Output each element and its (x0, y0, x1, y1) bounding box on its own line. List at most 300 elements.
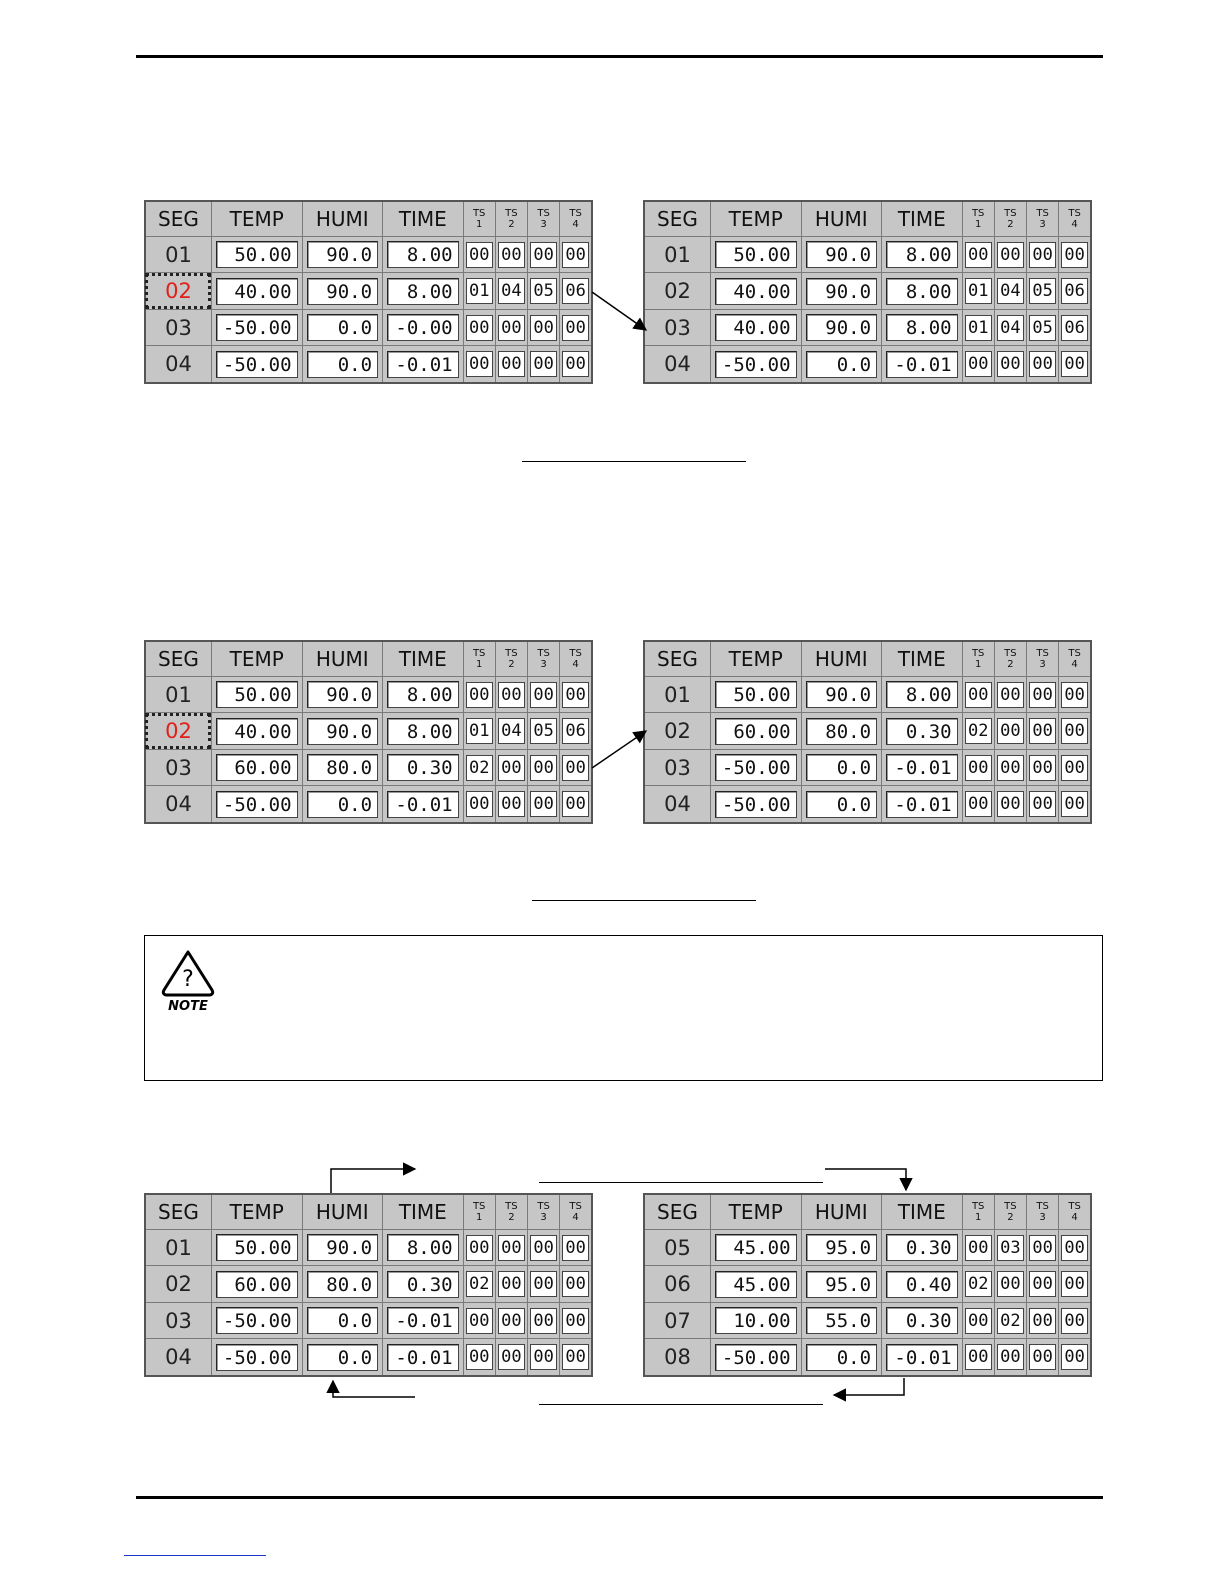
ts3-field[interactable]: 00 (530, 1235, 557, 1261)
ts1-field[interactable]: 01 (965, 278, 992, 304)
ts1-field[interactable]: 02 (466, 1271, 493, 1297)
time-field[interactable]: -0.01 (886, 791, 958, 818)
ts1-field[interactable]: 00 (466, 351, 493, 377)
page-prev-arrow (834, 1378, 904, 1395)
temp-field[interactable]: -50.00 (715, 1344, 797, 1371)
ts-header-label: TS (1004, 1201, 1017, 1212)
temp-field[interactable]: 45.00 (715, 1271, 797, 1298)
time-field[interactable]: 0.30 (886, 718, 958, 745)
ts3-field[interactable]: 00 (530, 315, 557, 341)
time-field[interactable]: 0.30 (387, 1271, 459, 1298)
time-field[interactable]: 8.00 (387, 681, 459, 708)
temp-field[interactable]: 60.00 (216, 754, 298, 781)
ts-header-number: 1 (476, 219, 483, 230)
humi-field[interactable]: 55.0 (806, 1307, 878, 1334)
ts2-field[interactable]: 00 (997, 1344, 1024, 1370)
ts-cell (560, 786, 592, 823)
ts2-field[interactable]: 02 (997, 1308, 1024, 1334)
ts-cell (994, 1339, 1026, 1376)
ts-cell (560, 309, 592, 345)
ts4-field[interactable]: 06 (562, 718, 589, 744)
ts-cell (463, 309, 495, 345)
header-humi: HUMI (801, 1194, 882, 1230)
insert-arrow (592, 292, 646, 330)
time-field[interactable]: 8.00 (387, 1234, 459, 1261)
time-field[interactable]: 8.00 (886, 681, 958, 708)
ts1-field[interactable]: 02 (466, 755, 493, 781)
ts1-field[interactable]: 01 (965, 315, 992, 341)
humi-field[interactable]: 90.0 (307, 1234, 379, 1261)
segment-table (643, 200, 1092, 384)
ts-header-label: TS (537, 1201, 550, 1212)
temp-field[interactable]: 45.00 (715, 1234, 797, 1261)
segment-number[interactable]: 04 (644, 346, 710, 383)
temp-cell (211, 1230, 302, 1266)
ts-cell (1059, 786, 1091, 823)
ts4-field[interactable]: 00 (1061, 718, 1088, 744)
ts4-field[interactable]: 00 (562, 315, 589, 341)
ts-cell (994, 237, 1026, 273)
temp-field[interactable]: 50.00 (715, 681, 797, 708)
ts3-field[interactable]: 00 (1029, 1344, 1056, 1370)
ts2-field[interactable]: 00 (498, 682, 525, 708)
segment-number[interactable]: 01 (644, 677, 710, 713)
humi-field[interactable]: 80.0 (806, 718, 878, 745)
time-field[interactable]: 8.00 (387, 278, 459, 305)
time-field[interactable]: 8.00 (886, 314, 958, 341)
ts4-field[interactable]: 00 (562, 755, 589, 781)
segment-number[interactable]: 01 (145, 1230, 211, 1266)
segment-number[interactable]: 03 (145, 749, 211, 785)
ts1-field[interactable]: 00 (466, 682, 493, 708)
humi-field[interactable]: 90.0 (307, 241, 379, 268)
ts-cell (962, 677, 994, 713)
temp-field[interactable]: -50.00 (715, 754, 797, 781)
ts-cell (495, 786, 527, 823)
page-prev-arrow (333, 1381, 415, 1397)
ts2-field[interactable]: 04 (498, 278, 525, 304)
humi-field[interactable]: 0.0 (806, 1344, 878, 1371)
ts-cell (1059, 1266, 1091, 1302)
ts1-field[interactable]: 00 (466, 315, 493, 341)
ts-cell (560, 677, 592, 713)
segment-number[interactable]: 05 (644, 1230, 710, 1266)
segment-number[interactable]: 02 (644, 713, 710, 749)
ts1-field[interactable]: 00 (466, 1308, 493, 1334)
ts-cell (495, 1339, 527, 1376)
ts2-field[interactable]: 04 (997, 278, 1024, 304)
ts-header-label: TS (1004, 208, 1017, 219)
segment-number[interactable]: 03 (644, 749, 710, 785)
ts-cell (528, 1230, 560, 1266)
segment-number[interactable]: 01 (145, 237, 211, 273)
humi-cell (302, 786, 383, 823)
segment-number[interactable]: 02 (644, 273, 710, 309)
ts1-field[interactable]: 00 (965, 1235, 992, 1261)
ts3-field[interactable]: 00 (1029, 682, 1056, 708)
ts4-field[interactable]: 00 (1061, 682, 1088, 708)
ts4-field[interactable]: 00 (562, 1344, 589, 1370)
humi-cell (801, 1230, 882, 1266)
time-field[interactable]: 8.00 (387, 241, 459, 268)
segment-number[interactable]: 03 (644, 309, 710, 345)
temp-field[interactable]: 50.00 (216, 681, 298, 708)
time-field[interactable]: 0.30 (886, 1307, 958, 1334)
ts3-field[interactable]: 05 (1029, 315, 1056, 341)
ts-header-number: 2 (1007, 1212, 1014, 1223)
temp-field[interactable]: 40.00 (216, 278, 298, 305)
ts1-field[interactable]: 01 (466, 718, 493, 744)
ts2-field[interactable]: 00 (997, 755, 1024, 781)
ts4-field[interactable]: 00 (562, 242, 589, 268)
ts-cell (1059, 1230, 1091, 1266)
ts2-field[interactable]: 00 (498, 1271, 525, 1297)
header-ts1 (463, 641, 495, 677)
ts1-field[interactable]: 00 (965, 351, 992, 377)
ts3-field[interactable]: 00 (530, 351, 557, 377)
time-cell (882, 677, 963, 713)
temp-field[interactable]: -50.00 (715, 351, 797, 378)
ts1-field[interactable]: 00 (965, 1344, 992, 1370)
ts2-field[interactable]: 00 (997, 351, 1024, 377)
time-field[interactable]: -0.00 (387, 314, 459, 341)
ts-cell (495, 309, 527, 345)
ts3-field[interactable]: 00 (1029, 1271, 1056, 1297)
humi-field[interactable]: 90.0 (806, 681, 878, 708)
note-symbol: ? (182, 967, 194, 992)
humi-field[interactable]: 0.0 (806, 791, 878, 818)
ts4-field[interactable]: 00 (562, 791, 589, 817)
temp-field[interactable]: 50.00 (216, 241, 298, 268)
temp-field[interactable]: 50.00 (715, 241, 797, 268)
segment-number[interactable]: 02 (145, 713, 211, 749)
ts2-field[interactable]: 00 (997, 718, 1024, 744)
ts3-field[interactable]: 05 (1029, 278, 1056, 304)
header-rule (136, 55, 1103, 58)
segment-number[interactable]: 06 (644, 1266, 710, 1302)
ts-header-number: 4 (1071, 219, 1078, 230)
temp-cell (211, 786, 302, 823)
ts3-field[interactable]: 00 (530, 1271, 557, 1297)
ts-cell (1059, 346, 1091, 383)
segment-number[interactable]: 01 (644, 237, 710, 273)
ts-cell (560, 749, 592, 785)
temp-field[interactable]: -50.00 (715, 791, 797, 818)
temp-field[interactable]: 60.00 (715, 718, 797, 745)
ts4-field[interactable]: 00 (1061, 242, 1088, 268)
ts-cell (962, 713, 994, 749)
segment-number[interactable]: 04 (145, 1339, 211, 1376)
ts3-field[interactable]: 00 (1029, 1308, 1056, 1334)
ts1-field[interactable]: 00 (466, 791, 493, 817)
ts4-field[interactable]: 00 (1061, 1308, 1088, 1334)
ts-header-label: TS (569, 208, 582, 219)
table-row (145, 1339, 592, 1376)
ts-cell (1027, 1339, 1059, 1376)
temp-field[interactable]: 40.00 (715, 314, 797, 341)
temp-field[interactable]: -50.00 (216, 791, 298, 818)
ts1-field[interactable]: 00 (965, 755, 992, 781)
ts-cell (1027, 786, 1059, 823)
ts1-field[interactable]: 00 (965, 682, 992, 708)
ts-cell (463, 786, 495, 823)
header-seg: SEG (145, 641, 211, 677)
humi-field[interactable]: 90.0 (806, 278, 878, 305)
humi-field[interactable]: 0.0 (307, 351, 379, 378)
ts2-field[interactable]: 00 (997, 1271, 1024, 1297)
time-field[interactable]: 8.00 (886, 241, 958, 268)
ts-header-number: 3 (540, 1212, 547, 1223)
ts3-field[interactable]: 00 (530, 1344, 557, 1370)
note-warning-icon (159, 948, 217, 1018)
ts3-field[interactable]: 00 (530, 682, 557, 708)
ts-header-number: 1 (975, 659, 982, 670)
header-ts2 (994, 641, 1026, 677)
humi-cell (302, 677, 383, 713)
segment-number[interactable]: 02 (145, 273, 211, 309)
ts4-field[interactable]: 00 (1061, 755, 1088, 781)
ts3-field[interactable]: 00 (530, 1308, 557, 1334)
segment-number[interactable]: 04 (145, 346, 211, 383)
time-field[interactable]: 0.40 (886, 1271, 958, 1298)
temp-field[interactable]: 40.00 (715, 278, 797, 305)
segment-number[interactable]: 02 (145, 1266, 211, 1302)
ts4-field[interactable]: 00 (562, 1235, 589, 1261)
ts3-field[interactable]: 00 (1029, 351, 1056, 377)
ts4-field[interactable]: 06 (1061, 278, 1088, 304)
caption-underline (522, 461, 746, 462)
ts1-field[interactable]: 00 (965, 1308, 992, 1334)
ts-cell (994, 1266, 1026, 1302)
ts-header-number: 4 (572, 1212, 579, 1223)
humi-field[interactable]: 95.0 (806, 1271, 878, 1298)
ts1-field[interactable]: 00 (466, 1235, 493, 1261)
temp-field[interactable]: 50.00 (216, 1234, 298, 1261)
ts3-field[interactable]: 00 (530, 755, 557, 781)
ts-cell (495, 713, 527, 749)
humi-field[interactable]: 0.0 (307, 791, 379, 818)
header-ts4 (560, 641, 592, 677)
segment-number[interactable]: 07 (644, 1302, 710, 1338)
time-field[interactable]: -0.01 (387, 791, 459, 818)
ts4-field[interactable]: 00 (562, 351, 589, 377)
ts1-field[interactable]: 02 (965, 718, 992, 744)
humi-field[interactable]: 80.0 (307, 754, 379, 781)
ts3-field[interactable]: 00 (1029, 791, 1056, 817)
segment-number[interactable]: 04 (145, 786, 211, 823)
ts2-field[interactable]: 04 (498, 718, 525, 744)
humi-field[interactable]: 90.0 (806, 314, 878, 341)
header-ts2 (495, 641, 527, 677)
ts2-field[interactable]: 00 (498, 351, 525, 377)
time-field[interactable]: -0.01 (886, 1344, 958, 1371)
ts3-field[interactable]: 00 (1029, 755, 1056, 781)
humi-field[interactable]: 90.0 (307, 681, 379, 708)
time-cell (882, 273, 963, 309)
ts-header-label: TS (1068, 1201, 1081, 1212)
ts-header-label: TS (971, 648, 985, 659)
segment-number[interactable]: 04 (644, 786, 710, 823)
humi-field[interactable]: 80.0 (307, 1271, 379, 1298)
ts-header-label: TS (1036, 1201, 1049, 1212)
ts4-field[interactable]: 00 (562, 1271, 589, 1297)
caption-underline (539, 1404, 823, 1405)
ts-header-label: TS (505, 648, 518, 659)
ts3-field[interactable]: 00 (1029, 242, 1056, 268)
humi-field[interactable]: 90.0 (307, 718, 379, 745)
temp-field[interactable]: -50.00 (216, 351, 298, 378)
ts2-field[interactable]: 00 (498, 1235, 525, 1261)
segment-number[interactable]: 01 (145, 677, 211, 713)
ts-header-number: 2 (1007, 219, 1014, 230)
humi-cell (302, 1230, 383, 1266)
humi-cell (801, 1302, 882, 1338)
ts4-field[interactable]: 00 (1061, 1271, 1088, 1297)
caption-underline (532, 900, 756, 901)
ts-header-label: TS (1004, 648, 1017, 659)
header-ts4 (1059, 1194, 1091, 1230)
time-field[interactable]: -0.01 (387, 1344, 459, 1371)
ts2-field[interactable]: 04 (997, 315, 1024, 341)
ts1-field[interactable]: 00 (965, 791, 992, 817)
humi-field[interactable]: 0.0 (806, 754, 878, 781)
temp-field[interactable]: 40.00 (216, 718, 298, 745)
ts4-field[interactable]: 06 (1061, 315, 1088, 341)
table-header-row (644, 1194, 1091, 1230)
temp-field[interactable]: -50.00 (216, 1307, 298, 1334)
time-cell (383, 749, 464, 785)
ts3-field[interactable]: 05 (530, 718, 557, 744)
ts-cell (1059, 1339, 1091, 1376)
humi-field[interactable]: 0.0 (307, 1307, 379, 1334)
ts2-field[interactable]: 00 (997, 791, 1024, 817)
time-field[interactable]: -0.01 (387, 351, 459, 378)
table-row (644, 749, 1091, 785)
ts2-field[interactable]: 03 (997, 1235, 1024, 1261)
ts4-field[interactable]: 06 (562, 278, 589, 304)
ts-cell (495, 749, 527, 785)
ts-cell (463, 346, 495, 383)
ts3-field[interactable]: 00 (1029, 1235, 1056, 1261)
ts2-field[interactable]: 00 (498, 1344, 525, 1370)
humi-cell (302, 1302, 383, 1338)
ts2-field[interactable]: 00 (498, 755, 525, 781)
ts1-field[interactable]: 00 (466, 242, 493, 268)
ts4-field[interactable]: 00 (1061, 1344, 1088, 1370)
ts4-field[interactable]: 00 (1061, 1235, 1088, 1261)
time-cell (882, 1302, 963, 1338)
header-temp: TEMP (211, 1194, 302, 1230)
ts-header-label: TS (505, 208, 518, 219)
segment-number[interactable]: 03 (145, 309, 211, 345)
ts-cell (1059, 237, 1091, 273)
header-ts3 (528, 201, 560, 237)
ts2-field[interactable]: 00 (997, 242, 1024, 268)
ts-cell (560, 346, 592, 383)
ts-cell (560, 1266, 592, 1302)
humi-field[interactable]: 95.0 (806, 1234, 878, 1261)
ts-cell (463, 677, 495, 713)
ts2-field[interactable]: 00 (498, 315, 525, 341)
header-ts1 (962, 641, 994, 677)
segment-number[interactable]: 08 (644, 1339, 710, 1376)
table-row (644, 713, 1091, 749)
ts-cell (560, 1339, 592, 1376)
header-ts3 (1027, 201, 1059, 237)
ts3-field[interactable]: 05 (530, 278, 557, 304)
segment-number[interactable]: 03 (145, 1302, 211, 1338)
temp-cell (211, 713, 302, 749)
ts4-field[interactable]: 00 (1061, 791, 1088, 817)
table-header-row (145, 641, 592, 677)
ts1-field[interactable]: 00 (965, 242, 992, 268)
ts-header-number: 4 (1071, 1212, 1078, 1223)
ts-cell (463, 1302, 495, 1338)
header-time: TIME (383, 641, 464, 677)
time-field[interactable]: -0.01 (886, 754, 958, 781)
humi-field[interactable]: 0.0 (307, 314, 379, 341)
time-cell (882, 713, 963, 749)
header-ts2 (994, 1194, 1026, 1230)
humi-field[interactable]: 90.0 (806, 241, 878, 268)
temp-field[interactable]: 10.00 (715, 1307, 797, 1334)
ts1-field[interactable]: 00 (466, 1344, 493, 1370)
temp-field[interactable]: -50.00 (216, 1344, 298, 1371)
ts3-field[interactable]: 00 (530, 242, 557, 268)
table-row (644, 1339, 1091, 1376)
ts-header-number: 2 (1007, 659, 1014, 670)
ts1-field[interactable]: 01 (466, 278, 493, 304)
header-ts2 (495, 201, 527, 237)
temp-field[interactable]: 60.00 (216, 1271, 298, 1298)
ts3-field[interactable]: 00 (1029, 718, 1056, 744)
humi-field[interactable]: 0.0 (806, 351, 878, 378)
header-humi: HUMI (302, 1194, 383, 1230)
header-time: TIME (882, 641, 963, 677)
time-field[interactable]: -0.01 (886, 351, 958, 378)
ts2-field[interactable]: 00 (498, 242, 525, 268)
time-cell (882, 786, 963, 823)
ts-header-number: 3 (1039, 1212, 1046, 1223)
ts2-field[interactable]: 00 (498, 1308, 525, 1334)
temp-cell (710, 1266, 801, 1302)
ts2-field[interactable]: 00 (498, 791, 525, 817)
ts4-field[interactable]: 00 (562, 682, 589, 708)
time-field[interactable]: -0.01 (387, 1307, 459, 1334)
ts-cell (962, 346, 994, 383)
ts-header-label: TS (1068, 208, 1081, 219)
table-row (145, 237, 592, 273)
header-temp: TEMP (710, 201, 801, 237)
ts4-field[interactable]: 00 (1061, 351, 1088, 377)
ts3-field[interactable]: 00 (530, 791, 557, 817)
time-field[interactable]: 0.30 (387, 754, 459, 781)
time-field[interactable]: 0.30 (886, 1234, 958, 1261)
ts-cell (994, 1230, 1026, 1266)
humi-field[interactable]: 0.0 (307, 1344, 379, 1371)
header-ts1 (962, 201, 994, 237)
temp-cell (211, 309, 302, 345)
table-row (145, 1230, 592, 1266)
time-field[interactable]: 8.00 (886, 278, 958, 305)
time-field[interactable]: 8.00 (387, 718, 459, 745)
humi-field[interactable]: 90.0 (307, 278, 379, 305)
temp-field[interactable]: -50.00 (216, 314, 298, 341)
temp-cell (710, 346, 801, 383)
ts4-field[interactable]: 00 (562, 1308, 589, 1334)
ts1-field[interactable]: 02 (965, 1271, 992, 1297)
ts2-field[interactable]: 00 (997, 682, 1024, 708)
